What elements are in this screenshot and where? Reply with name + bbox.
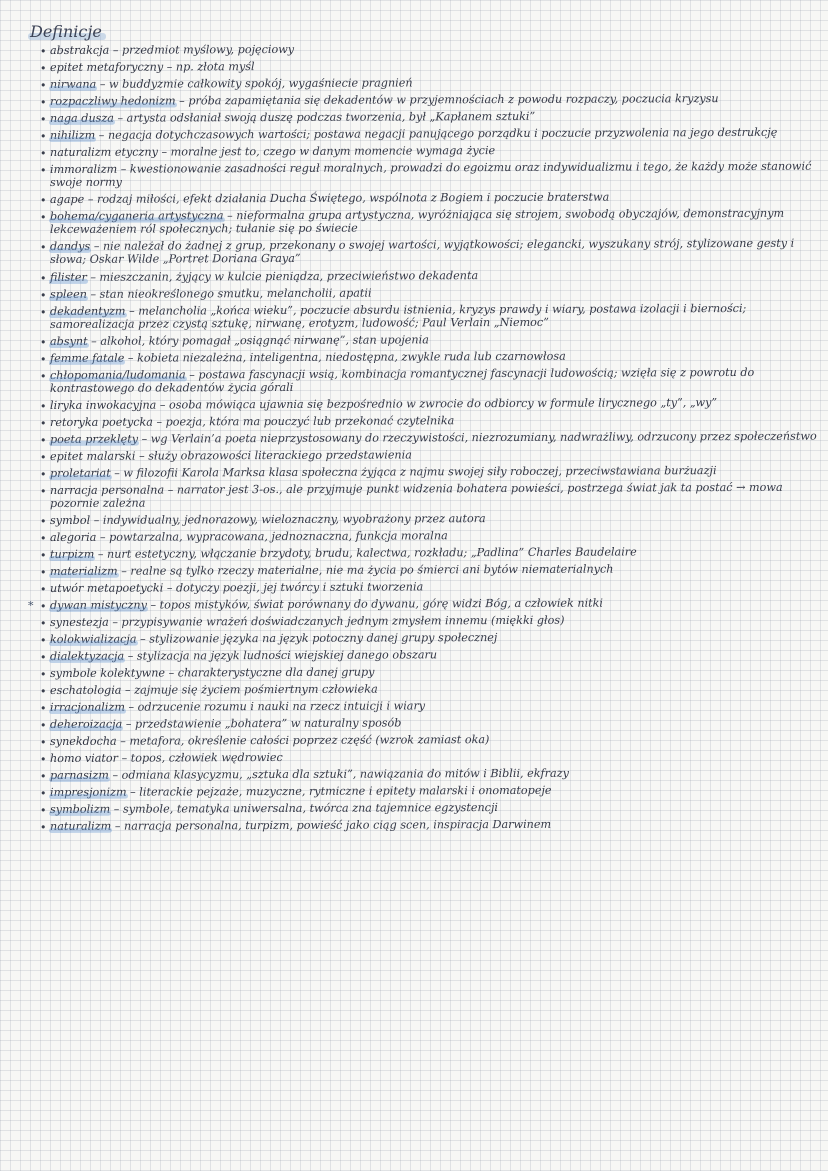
definition-term: abstrakcja xyxy=(49,43,110,57)
definition-item xyxy=(39,125,818,144)
bullet-icon: • xyxy=(39,271,47,285)
bullet-icon: • xyxy=(39,532,47,546)
definition-term: agape xyxy=(49,193,85,207)
bullet-icon: • xyxy=(39,736,47,750)
definition-text: – alkohol, który pomagał „osiągnąć nirwanę”, stan upojenia xyxy=(91,333,429,348)
definition-item xyxy=(39,647,818,665)
bullet-icon: • xyxy=(39,468,47,482)
definition-term: homo viator xyxy=(49,751,119,766)
bullet-icon: • xyxy=(39,566,47,580)
definition-text: – osoba mówiąca ujawnia się bezpośrednio w zwrocie do odbiorcy w formule lirycznego „ty”, „wy” xyxy=(159,396,718,412)
definition-text: – w filozofii Karola Marksa klasa społeczna żyjąca z najmu swojej siły roboczej, przeciwstawiana burżuazji xyxy=(114,464,717,480)
definition-text: – topos mistyków, świat porównany do dywanu, górę widzi Bóg, a człowiek nitki xyxy=(150,596,604,612)
definition-text: – moralne jest to, czego w danym momencie wymaga życie xyxy=(161,144,496,159)
bullet-icon: • xyxy=(39,79,47,93)
definition-item xyxy=(39,348,818,366)
definition-term: parnasizm xyxy=(49,768,109,783)
definition-term: alegoria xyxy=(49,531,97,545)
definition-text: – kwestionowanie zasadności reguł moralnych, prowadzi do egoizmu oraz indywidualizmu i tego, że każdy może stanowić swoje normy xyxy=(50,159,812,190)
definition-text: – topos, człowiek wędrowiec xyxy=(121,751,283,765)
definition-item xyxy=(39,41,818,59)
definition-item xyxy=(39,447,818,465)
definition-text: – charakterystyczne dla danej grupy xyxy=(168,665,375,680)
definition-text: – artysta odsłaniał swoją duszę podczas tworzenia, był „Kapłanem sztuki” xyxy=(117,109,536,125)
definition-term: naturalizm etyczny xyxy=(49,145,158,159)
bullet-icon: • xyxy=(39,617,47,631)
definition-term: retoryka poetycka xyxy=(49,415,153,430)
definition-term: liryka inwokacyjna xyxy=(49,398,157,413)
definition-item xyxy=(39,528,818,546)
definition-text: – przedmiot myślowy, pojęciowy xyxy=(112,42,295,57)
definition-term: nirwana xyxy=(49,77,97,91)
definition-text: – przypisywanie wrażeń doświadczanych jednym zmysłem innemu (miękki głos) xyxy=(112,613,565,629)
definition-item xyxy=(39,396,818,414)
definition-item xyxy=(39,429,818,448)
definition-text: – wg Verlain’a poeta nieprzystosowany do rzeczywistości, niezrozumiany, nadwrażliwy, odrzucony przez społeczeństwo xyxy=(141,429,817,446)
definition-text: – służy obrazowości literackiego przedstawienia xyxy=(139,448,412,463)
bullet-icon: • xyxy=(39,719,47,733)
definition-list xyxy=(27,42,818,835)
definition-item xyxy=(39,267,818,285)
definition-term: materializm xyxy=(49,564,118,579)
definition-text: – stylizowanie języka na język potoczny danej grupy społecznej xyxy=(140,631,498,646)
definition-term: dandys xyxy=(49,240,91,254)
definition-text: – melancholia „końca wieku”, poczucie absurdu istnienia, kryzys prawdy i wiary, postawa izolacji i bierności; samorealizacja przez czystą sztukę, nirwanę, erotyzm, ludowość; Paul Verlain „Niemoc” xyxy=(50,301,747,331)
definition-item xyxy=(39,579,818,597)
definition-term: filister xyxy=(49,270,87,284)
definition-item xyxy=(39,664,818,682)
definition-term: narracja personalna xyxy=(49,483,165,498)
bullet-icon: • xyxy=(39,211,47,225)
definition-term: dialektyzacja xyxy=(49,649,125,664)
page-title: Definicje xyxy=(30,22,102,41)
definition-item xyxy=(39,749,818,767)
definition-text: – metafora, określenie całości poprzez część (wzrok zamiast oka) xyxy=(120,733,490,748)
definition-term: irracjonalizm xyxy=(49,700,125,715)
definition-term: femme fatale xyxy=(49,351,125,365)
bullet-icon: • xyxy=(39,485,47,499)
definition-text: – stan nieokreślonego smutku, melancholii, apatii xyxy=(90,286,372,301)
definition-item xyxy=(39,143,818,161)
definition-item xyxy=(39,109,818,127)
bullet-icon: • xyxy=(39,62,47,76)
definition-item xyxy=(39,413,818,431)
definition-item xyxy=(39,58,818,76)
bullet-icon: • xyxy=(39,549,47,563)
definition-text: – indywidualny, jednorazowy, wieloznaczny, wyobrażony przez autora xyxy=(93,512,486,528)
definition-text: – narracja personalna, turpizm, powieść jako ciąg scen, inspiracja Darwinem xyxy=(114,818,552,833)
bullet-icon: • xyxy=(39,770,47,784)
definition-item xyxy=(39,715,818,733)
definition-term: bohema/cyganeria artystyczna xyxy=(49,209,224,224)
bullet-icon: • xyxy=(39,634,47,648)
definition-text: – dotyczy poezji, jej twórcy i sztuki tworzenia xyxy=(166,580,424,595)
definition-item xyxy=(39,331,818,349)
definition-term: kolokwializacja xyxy=(49,632,137,647)
bullet-icon: • xyxy=(39,147,47,161)
definition-text: – realne są tylko rzeczy materialne, nie ma życia po śmierci ani bytów niematerialnych xyxy=(121,562,614,578)
bullet-icon: • xyxy=(39,369,47,383)
definition-text: – stylizacja na język ludności wiejskiej danego obszaru xyxy=(127,648,438,663)
definition-text: – nurt estetyczny, włączanie brzydoty, brudu, kalectwa, rozkładu; „Padlina” Charles Baudelaire xyxy=(97,545,637,562)
bullet-icon: • xyxy=(39,417,47,431)
definition-item xyxy=(39,698,818,716)
definition-item xyxy=(39,800,818,818)
bullet-icon: • xyxy=(39,651,47,665)
bullet-icon: • xyxy=(39,400,47,414)
bullet-icon: • xyxy=(39,96,47,110)
definition-term: utwór metapoetycki xyxy=(49,581,164,596)
definition-text: – literackie pejzaże, muzyczne, rytmiczne i epitety malarski i onomatopeje xyxy=(130,784,552,799)
definition-item xyxy=(39,817,818,835)
definition-text: – odmiana klasycyzmu, „sztuka dla sztuki”, nawiązania do mitów i Biblii, ekfrazy xyxy=(112,766,569,782)
definition-term: naga dusza xyxy=(49,111,114,125)
bullet-icon: • xyxy=(39,668,47,682)
definition-item xyxy=(27,596,818,614)
bullet-icon: • xyxy=(39,335,47,349)
definition-text: – nie należał do żadnej z grup, przekonany o swojej wartości, wyjątkowości; elegancki, wyszukany strój, stylizowane gesty i słowa; Oskar Wilde „Portret Doriana Graya” xyxy=(50,237,795,267)
definition-item xyxy=(39,511,818,529)
definition-term: naturalizm xyxy=(49,819,112,834)
definition-term: rozpaczliwy hedonizm xyxy=(49,94,176,108)
bullet-icon: • xyxy=(39,305,47,319)
bullet-icon: • xyxy=(39,113,47,127)
definition-term: symbolizm xyxy=(49,802,111,817)
definition-term: dekadentyzm xyxy=(49,304,126,318)
bullet-icon: • xyxy=(39,130,47,144)
definition-item xyxy=(39,159,818,190)
definition-text: – próba zapamiętania się dekadentów w przyjemnościach z powodu rozpaczy, poczucia kryzysu xyxy=(179,92,719,108)
definition-text: – rodzaj miłości, efekt działania Ducha Świętego, wspólnota z Bogiem i poczucie braterstwa xyxy=(87,190,610,207)
definition-term: impresjonizm xyxy=(49,785,127,800)
definition-term: absynt xyxy=(49,334,88,348)
definition-term: symbol xyxy=(49,514,91,528)
bullet-icon: • xyxy=(39,787,47,801)
definition-text: – powtarzalna, wypracowana, jednoznaczna, funkcja moralna xyxy=(99,529,448,545)
definition-term: nihilizm xyxy=(49,128,96,142)
definition-term: spleen xyxy=(49,287,87,301)
definition-term: dywan mistyczny xyxy=(49,598,147,613)
definition-item xyxy=(39,545,818,563)
bullet-icon: • xyxy=(39,804,47,818)
definition-item xyxy=(39,464,818,482)
definition-term: deheroizacja xyxy=(49,717,123,732)
definition-text: – negacja dotychczasowych wartości; postawa negacji panującego porządku i poczucie przyzwolenia na jego destrukcję xyxy=(98,125,778,142)
bullet-icon: • xyxy=(39,194,47,208)
definition-item xyxy=(39,75,818,93)
definition-term: synestezja xyxy=(49,615,109,630)
definition-term: poeta przeklęty xyxy=(49,432,139,447)
definition-text: – w buddyzmie całkowity spokój, wygaśniecie pragnień xyxy=(99,76,413,91)
bullet-icon: • xyxy=(39,821,47,835)
bullet-icon: • xyxy=(39,600,47,614)
bullet-icon: • xyxy=(39,241,47,255)
definition-text: – zajmuje się życiem pośmiertnym człowieka xyxy=(125,682,378,697)
definition-text: – odrzucenie rozumu i nauki na rzecz intuicji i wiary xyxy=(128,699,426,714)
definition-item xyxy=(39,92,818,110)
definition-item xyxy=(39,301,818,331)
definition-text: – postawa fascynacji wsią, kombinacja romantycznej fascynacji ludowością; wzięła się z powrotu do kontrastowego do dekadentów życia górali xyxy=(50,365,755,396)
definition-term: epitet malarski xyxy=(49,449,136,464)
definition-item xyxy=(39,732,818,750)
definition-item xyxy=(39,237,818,267)
definition-item xyxy=(39,630,818,648)
bullet-icon: • xyxy=(39,451,47,465)
bullet-icon: • xyxy=(39,434,47,448)
definition-term: symbole kolektywne xyxy=(49,666,166,681)
definition-text: – nieformalna grupa artystyczna, wyróżniająca się strojem, swobodą obyczajów, demonstracyjnym lekceważeniem ról społecznych; tułanie się po świecie xyxy=(50,206,785,237)
bullet-icon: • xyxy=(39,352,47,366)
definition-text: – przedstawienie „bohatera” w naturalny sposób xyxy=(125,716,402,731)
definition-term: chłopomania/ludomania xyxy=(49,368,186,382)
definition-item xyxy=(39,613,818,631)
bullet-icon: • xyxy=(39,288,47,302)
bullet-icon: • xyxy=(39,753,47,767)
definition-item xyxy=(39,480,818,511)
definition-text: – narrator jest 3-os., ale przyjmuje punkt widzenia bohatera powieści, postrzega świat jak ta postać → mowa pozornie zależna xyxy=(50,480,783,511)
definition-term: turpizm xyxy=(49,548,95,562)
bullet-icon: • xyxy=(39,702,47,716)
definition-text: – poezja, która ma pouczyć lub przekonać czytelnika xyxy=(156,414,455,429)
definition-text: – mieszczanin, żyjący w kulcie pieniądza, przeciwieństwo dekadenta xyxy=(90,268,479,284)
definition-term: immoralizm xyxy=(49,162,118,176)
bullet-icon: • xyxy=(39,164,47,178)
definition-text: – kobieta niezależna, inteligentna, niedostępna, zwykle ruda lub czarnowłosa xyxy=(127,349,566,365)
bullet-icon: • xyxy=(39,583,47,597)
definition-item xyxy=(39,190,818,208)
definition-item xyxy=(39,206,818,237)
bullet-icon: • xyxy=(39,45,47,59)
star-icon: * xyxy=(27,599,34,613)
definition-item xyxy=(39,365,818,396)
definition-item xyxy=(39,681,818,699)
definition-item xyxy=(39,284,818,302)
bullet-icon: • xyxy=(39,685,47,699)
definition-term: epitet metaforyczny xyxy=(49,60,164,74)
definition-text: – symbole, tematyka uniwersalna, twórca zna tajemnice egzystencji xyxy=(113,801,499,816)
definition-term: proletariat xyxy=(49,466,111,481)
bullet-icon: • xyxy=(39,515,47,529)
definition-item xyxy=(39,766,818,784)
definition-term: eschatologia xyxy=(49,683,122,698)
definition-item xyxy=(39,562,818,580)
definition-term: synekdocha xyxy=(49,734,117,749)
definition-text: – np. złota myśl xyxy=(166,60,255,74)
definition-item xyxy=(39,783,818,801)
